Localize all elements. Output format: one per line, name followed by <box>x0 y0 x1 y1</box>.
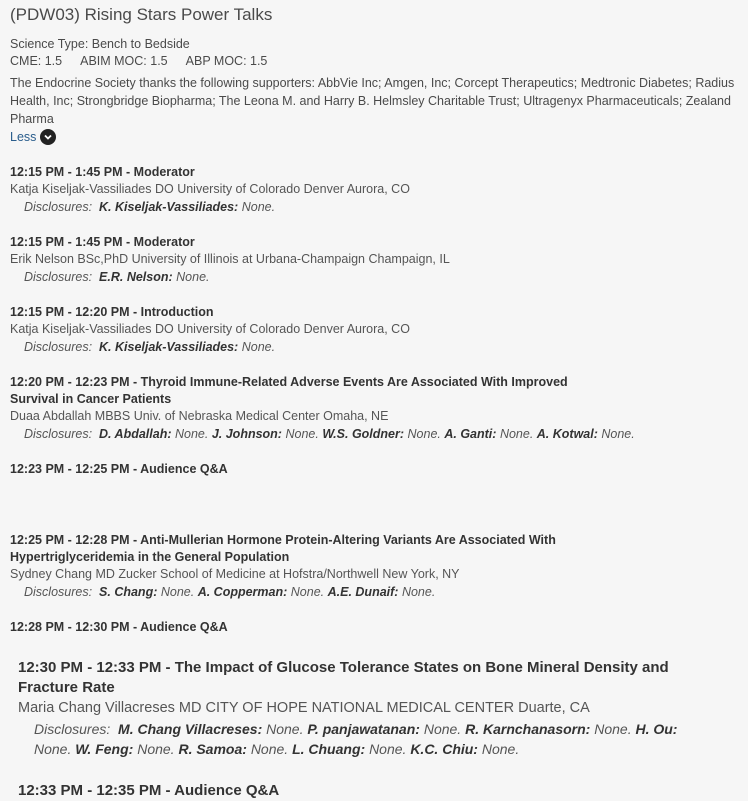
disclosures <box>18 719 714 759</box>
disclosure-name: D. Abdallah: <box>99 427 172 441</box>
agenda-item <box>10 619 748 636</box>
disclosure-value: None. <box>401 585 436 599</box>
credits-row <box>10 53 748 70</box>
disclosures-label: Disclosures: <box>24 427 93 441</box>
agenda-list <box>10 164 748 801</box>
chevron-down-icon[interactable] <box>40 129 56 145</box>
disclosure-value: None. <box>499 427 534 441</box>
agenda-item <box>18 658 748 759</box>
disclosures-label: Disclosures: <box>24 585 93 599</box>
agenda-item-title: 12:30 PM - 12:33 PM - The Impact of Glucose Tolerance States on Bone Mineral Density and Fracture Rate <box>18 659 669 696</box>
disclosures <box>10 268 748 286</box>
spacer <box>10 478 748 514</box>
disclosure-name: A. Copperman: <box>197 585 288 599</box>
disclosures-label: Disclosures: <box>24 340 93 354</box>
speaker-line: Duaa Abdallah MBBS Univ. of Nebraska Medical Center Omaha, NE <box>10 409 389 423</box>
disclosure-name: A. Ganti: <box>444 427 497 441</box>
disclosure-name: S. Chang: <box>99 585 158 599</box>
agenda-item-title: 12:23 PM - 12:25 PM - Audience Q&A <box>10 462 228 476</box>
disclosures-label: Disclosures: <box>24 270 93 284</box>
agenda-item <box>10 374 748 443</box>
agenda-item-title: 12:15 PM - 12:20 PM - Introduction <box>10 305 214 319</box>
science-type: Science Type: Bench to Bedside <box>10 37 190 51</box>
disclosure-value: None. <box>601 427 635 441</box>
agenda-item <box>10 461 748 478</box>
agenda-item-title: 12:28 PM - 12:30 PM - Audience Q&A <box>10 620 228 634</box>
disclosure-value: None. <box>241 340 276 354</box>
speaker-line: Katja Kiseljak-Vassiliades DO University of Colorado Denver Aurora, CO <box>10 182 410 196</box>
disclosures <box>10 583 748 601</box>
disclosures-label: Disclosures: <box>34 721 111 737</box>
speaker-line: Erik Nelson BSc,PhD University of Illinois at Urbana-Champaign Champaign, IL <box>10 252 450 266</box>
session-meta <box>10 36 748 70</box>
disclosure-name: A. Kotwal: <box>536 427 598 441</box>
less-label[interactable]: Less <box>10 130 37 144</box>
disclosures-label: Disclosures: <box>24 200 93 214</box>
disclosure-value: None. <box>290 585 325 599</box>
agenda-item-title: 12:20 PM - 12:23 PM - Thyroid Immune-Related Adverse Events Are Associated With Improved Survival in Cancer Patients <box>10 375 568 406</box>
agenda-item <box>18 781 748 801</box>
disclosure-name: R. Samoa: <box>178 741 247 757</box>
session-title: (PDW03) Rising Stars Power Talks <box>10 5 273 24</box>
disclosure-name: W. Feng: <box>75 741 134 757</box>
disclosures <box>10 425 748 443</box>
disclosure-name: K. Kiseljak-Vassiliades: <box>99 340 239 354</box>
disclosure-name: A.E. Dunaif: <box>327 585 399 599</box>
disclosure-name: W.S. Goldner: <box>322 427 405 441</box>
less-toggle[interactable] <box>10 129 56 145</box>
disclosure-value: None. <box>407 427 441 441</box>
disclosure-value: None. <box>176 270 210 284</box>
agenda-item-title: 12:33 PM - 12:35 PM - Audience Q&A <box>18 782 280 799</box>
disclosure-value: None. <box>285 427 319 441</box>
speaker-line: Sydney Chang MD Zucker School of Medicine at Hofstra/Northwell New York, NY <box>10 567 460 581</box>
disclosure-value: None. <box>174 427 209 441</box>
disclosure-name: E.R. Nelson: <box>99 270 173 284</box>
disclosure-value: None. <box>250 741 289 757</box>
abim-credit: ABIM MOC: 1.5 <box>80 54 168 68</box>
disclosure-value: None. <box>241 200 276 214</box>
session-page <box>0 4 748 801</box>
disclosures <box>10 198 748 216</box>
disclosure-name: H. Ou: <box>635 721 678 737</box>
disclosure-name: K.C. Chiu: <box>410 741 478 757</box>
disclosure-value: None. <box>266 721 304 737</box>
disclosure-value: None. <box>34 741 72 757</box>
disclosure-value: None. <box>481 741 520 757</box>
speaker-line: Katja Kiseljak-Vassiliades DO University of Colorado Denver Aurora, CO <box>10 322 410 336</box>
disclosure-name: J. Johnson: <box>211 427 282 441</box>
agenda-item-title: 12:15 PM - 1:45 PM - Moderator <box>10 165 195 179</box>
disclosure-value: None. <box>137 741 175 757</box>
disclosure-value: None. <box>369 741 407 757</box>
cme-credit: CME: 1.5 <box>10 54 63 68</box>
supporters-text: The Endocrine Society thanks the following supporters: AbbVie Inc; Amgen, Inc; Corcept Therapeutics; Medtronic Diabetes; Radius Health, Inc; Strongbridge Biopharma; The Leona M. and Harry B. Helmsley Charitable Trust; Ultragenyx Pharmaceuticals; Zealand Pharma <box>10 76 735 126</box>
agenda-item <box>10 164 748 216</box>
disclosure-name: R. Karnchanasorn: <box>465 721 591 737</box>
disclosure-value: None. <box>594 721 632 737</box>
agenda-item <box>10 234 748 286</box>
disclosure-name: M. Chang Villacreses: <box>118 721 263 737</box>
disclosure-name: K. Kiseljak-Vassiliades: <box>99 200 239 214</box>
agenda-item-title: 12:25 PM - 12:28 PM - Anti-Mullerian Hormone Protein-Altering Variants Are Associated With Hypertriglyceridemia in the General Population <box>10 533 556 564</box>
speaker-line: Maria Chang Villacreses MD CITY OF HOPE NATIONAL MEDICAL CENTER Duarte, CA <box>18 700 590 716</box>
disclosures <box>10 338 748 356</box>
abp-credit: ABP MOC: 1.5 <box>185 54 268 68</box>
agenda-item <box>10 304 748 356</box>
disclosure-name: L. Chuang: <box>292 741 366 757</box>
disclosure-value: None. <box>423 721 462 737</box>
disclosure-value: None. <box>160 585 195 599</box>
agenda-item <box>10 532 748 601</box>
disclosure-name: P. panjawatanan: <box>307 721 420 737</box>
agenda-item-title: 12:15 PM - 1:45 PM - Moderator <box>10 235 195 249</box>
